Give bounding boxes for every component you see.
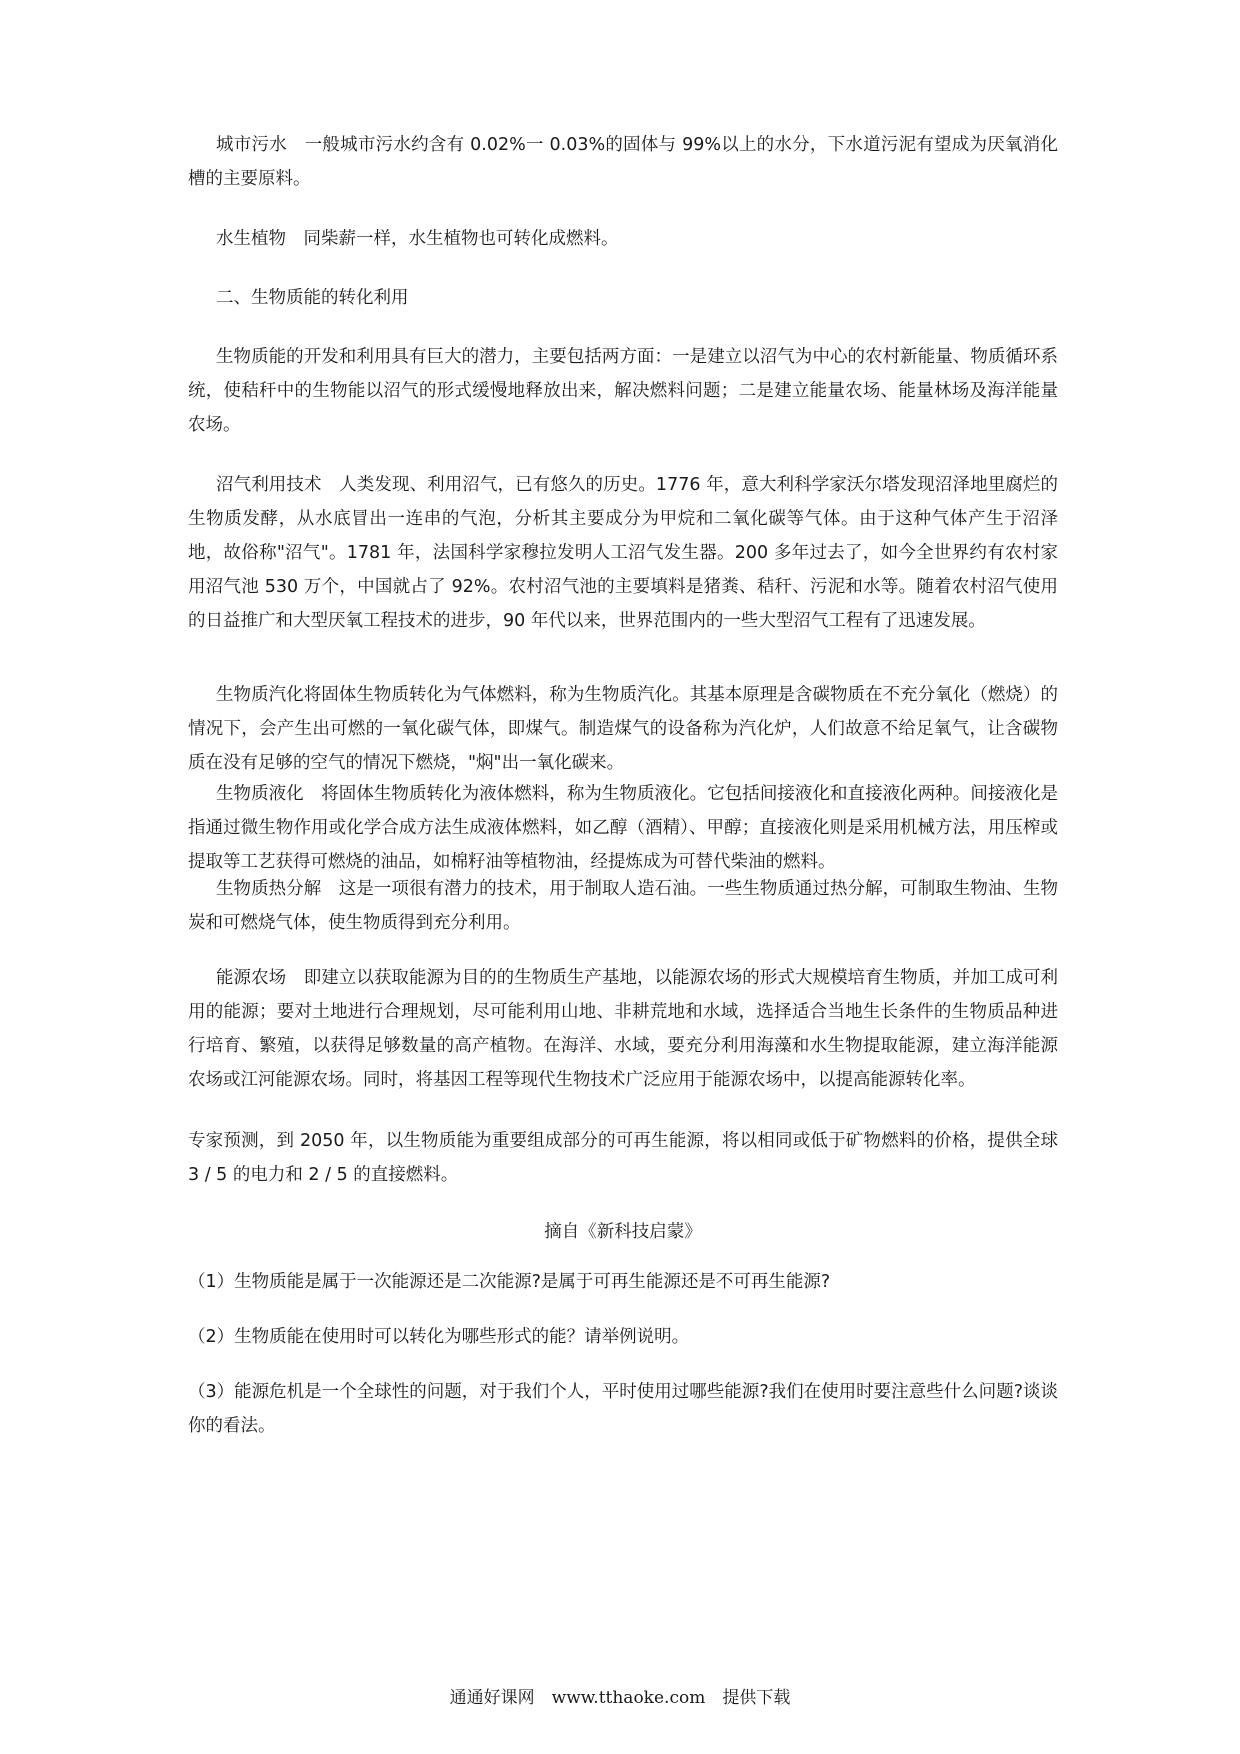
paragraph-pyrolysis: 生物质热分解 这是一项很有潜力的技术，用于制取人造石油。一些生物质通过热分解，可制取生物油、生物炭和可燃烧气体，使生物质得到充分利用。 xyxy=(188,879,1058,933)
paragraph-energy-farm: 能源农场 即建立以获取能源为目的的生物质生产基地，以能源农场的形式大规模培育生物质，并加工成可利用的能源；要对土地进行合理规划，尽可能利用山地、非耕荒地和水域，选择适合当地生长条件的生物质品种进行培育、繁殖，以获得足够数量的高产植物。在海洋、水域，要充分利用海藻和水生物提取能源，建立海洋能源农场或江河能源农场。同时，将基因工程等现代生物技术广泛应用于能源农场中，以提高能源转化率。 xyxy=(188,968,1058,1090)
section-heading-conversion: 二、生物质能的转化利用 xyxy=(216,288,409,308)
paragraph-gasification: 生物质汽化将固体生物质转化为气体燃料，称为生物质汽化。其基本原理是含碳物质在不充分氧化（燃烧）的情况下，会产生出可燃的一氧化碳气体，即煤气。制造煤气的设备称为汽化炉，人们故意不给足氧气，让含碳物质在没有足够的空气的情况下燃烧，"焖"出一氧化碳来。 xyxy=(188,685,1058,773)
source-citation: 摘自《新科技启蒙》 xyxy=(544,1222,702,1242)
paragraph-liquefaction: 生物质液化 将固体生物质转化为液体燃料，称为生物质液化。它包括间接液化和直接液化两种。间接液化是指通过微生物作用或化学合成方法生成液体燃料，如乙醇（酒精）、甲醇；直接液化则是采用机械方法，用压榨或提取等工艺获得可燃烧的油品，如棉籽油等植物油，经提炼成为可替代柴油的燃料。 xyxy=(188,784,1058,872)
footer-download-note: 通通好课网 www.tthaoke.com 提供下载 xyxy=(449,1688,791,1708)
question-2: （2）生物质能在使用时可以转化为哪些形式的能？请举例说明。 xyxy=(188,1327,690,1347)
question-3: （3）能源危机是一个全球性的问题，对于我们个人，平时使用过哪些能源?我们在使用时要注意些什么问题?谈谈你的看法。 xyxy=(188,1382,1058,1436)
paragraph-development: 生物质能的开发和利用具有巨大的潜力，主要包括两方面：一是建立以沼气为中心的农村新能量、物质循环系统，使秸秆中的生物能以沼气的形式缓慢地释放出来，解决燃料问题；二是建立能量农场、能量林场及海洋能量农场。 xyxy=(188,347,1058,435)
paragraph-forecast: 专家预测，到 2050 年，以生物质能为重要组成部分的可再生能源，将以相同或低于矿物燃料的价格，提供全球 3 / 5 的电力和 2 / 5 的直接燃料。 xyxy=(188,1131,1058,1185)
paragraph-biogas: 沼气利用技术 人类发现、利用沼气，已有悠久的历史。1776 年，意大利科学家沃尔塔发现沼泽地里腐烂的生物质发酵，从水底冒出一连串的气泡，分析其主要成分为甲烷和二氧化碳等气体。由于这种气体产生于沼泽地，故俗称"沼气"。1781 年，法国科学家穆拉发明人工沼气发生器。200 多年过去了，如今全世界约有农村家用沼气池 530 万个，中国就占了 92%。农村沼气池的主要填料是猪粪、秸秆、污泥和水等。随着农村沼气使用的日益推广和大型厌氧工程技术的进步，90 年代以来，世界范围内的一些大型沼气工程有了迅速发展。 xyxy=(188,475,1058,631)
paragraph-aquatic-plants: 水生植物 同柴薪一样，水生植物也可转化成燃料。 xyxy=(216,229,619,249)
paragraph-urban-sewage: 城市污水 一般城市污水约含有 0.02%一 0.03%的固体与 99%以上的水分，下水道污泥有望成为厌氧消化槽的主要原料。 xyxy=(188,135,1058,189)
question-1: （1）生物质能是属于一次能源还是二次能源?是属于可再生能源还是不可再生能源? xyxy=(188,1272,831,1292)
